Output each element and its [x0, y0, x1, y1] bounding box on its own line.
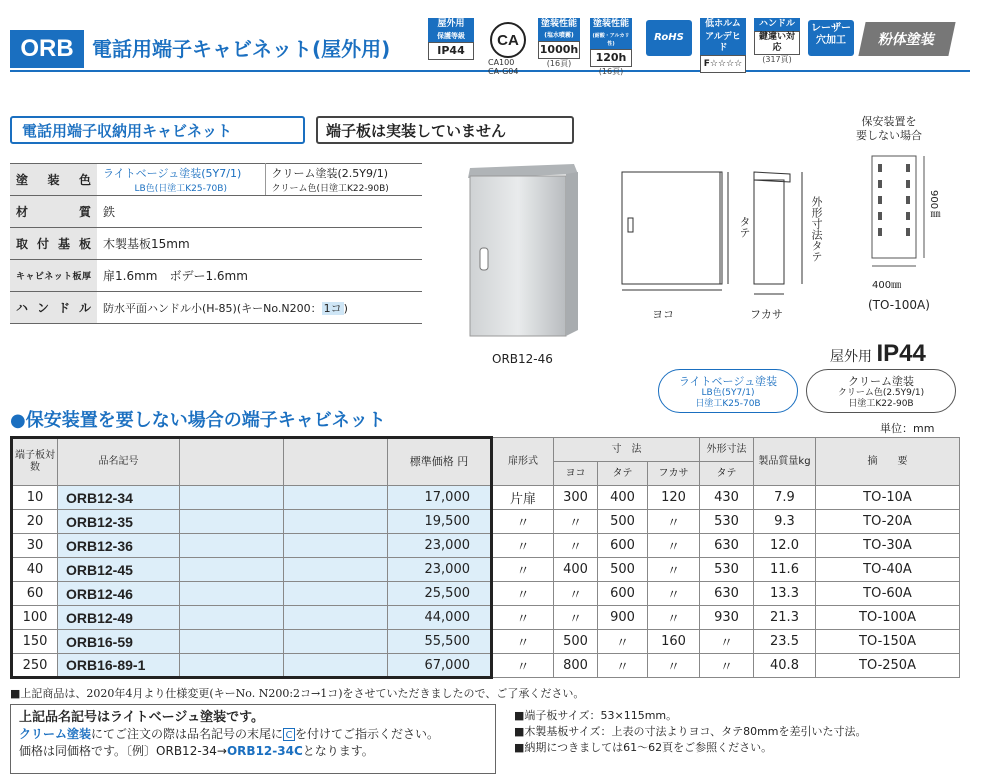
cell-remark: TO-10A [816, 486, 960, 510]
cell-price: 55,500 [388, 630, 492, 654]
th-blank-1 [180, 438, 284, 486]
formaldehyde-badge [700, 18, 746, 73]
th-outer-tate: タテ [700, 462, 754, 486]
dim-yoko: ヨコ [652, 308, 674, 321]
outdoor-badge [428, 18, 474, 60]
cell-blank [284, 654, 388, 678]
cell-weight: 40.8 [754, 654, 816, 678]
spec-row-thickness [10, 260, 422, 292]
handle-badge [754, 18, 800, 65]
board-width: 400㎜ [872, 280, 902, 291]
th-weight: 製品質量kg [754, 438, 816, 486]
table-row [12, 654, 960, 678]
cream-pill-title: クリーム塗装 [848, 375, 914, 388]
th-outer: 外形寸法 [700, 438, 754, 462]
cell-tate: 500 [598, 558, 648, 582]
cell-yoko: 〃 [554, 534, 598, 558]
table-row [12, 606, 960, 630]
cell-price: 19,500 [388, 510, 492, 534]
board-height: 900㎜ [928, 190, 939, 220]
alkali-badge [590, 18, 632, 77]
handle-qty: 1コ [323, 301, 342, 315]
cell-remark: TO-150A [816, 630, 960, 654]
cell-fukasa: 〃 [648, 534, 700, 558]
alkali-note: (16頁) [598, 67, 624, 76]
cell-blank [284, 558, 388, 582]
salt-spray-title: 塗装性能 [538, 18, 580, 31]
outdoor-badge-sub: 保護等級 [428, 31, 474, 42]
spec-table [10, 163, 422, 324]
cell-outer: 〃 [700, 630, 754, 654]
right-note-1: ■端子板サイズ：53×115mm。 [514, 709, 678, 722]
page-title: 電話用端子キャビネット(屋外用) [92, 37, 391, 61]
handle-badge-title: ハンドル [754, 18, 800, 31]
spec-val-base: 木製基板15mm [97, 228, 422, 260]
cell-blank [284, 510, 388, 534]
lb-pill-line1: LB色(5Y7/1) [701, 388, 755, 398]
cell-tate: 500 [598, 510, 648, 534]
cell-yoko: 300 [554, 486, 598, 510]
protect-note [856, 115, 922, 143]
salt-spray-badge [538, 18, 580, 69]
cell-tate: 400 [598, 486, 648, 510]
cell-fukasa: 120 [648, 486, 700, 510]
cell-fukasa: 〃 [648, 510, 700, 534]
cream-color-sub: クリーム色(日塗工K22-90B) [271, 184, 389, 194]
cell-price: 23,000 [388, 534, 492, 558]
cell-weight: 7.9 [754, 486, 816, 510]
cell-model: ORB12-36 [58, 534, 180, 558]
cell-door: 〃 [492, 582, 554, 606]
salt-spray-value: 1000h [538, 41, 580, 59]
cell-pairs: 30 [12, 534, 58, 558]
th-blank-2 [284, 438, 388, 486]
dim-tate: タテ [738, 216, 751, 238]
formaldehyde-sub: アルデヒド [700, 31, 746, 55]
th-model: 品名記号 [58, 438, 180, 486]
table-row [12, 486, 960, 510]
cell-model: ORB12-46 [58, 582, 180, 606]
cell-blank [284, 606, 388, 630]
cell-door: 〃 [492, 510, 554, 534]
cell-remark: TO-250A [816, 654, 960, 678]
cell-weight: 9.3 [754, 510, 816, 534]
order-example: ORB12-34C [226, 744, 303, 758]
cell-weight: 21.3 [754, 606, 816, 630]
cell-door: 〃 [492, 606, 554, 630]
spec-change-note: ■上記商品は、2020年4月より仕様変更(キーNo. N200:2コ→1コ)をさせていただきましたので、ご了承ください。 [10, 687, 585, 700]
spec-row-color [10, 164, 422, 196]
salt-spray-note: (16頁) [546, 59, 572, 68]
cell-yoko: 800 [554, 654, 598, 678]
cell-remark: TO-30A [816, 534, 960, 558]
product-table-body [12, 486, 960, 678]
dim-fukasa: フカサ [750, 308, 783, 321]
cell-model: ORB12-45 [58, 558, 180, 582]
cell-weight: 12.0 [754, 534, 816, 558]
cell-fukasa: 〃 [648, 606, 700, 630]
spec-key-material: 材質 [10, 196, 97, 228]
dimension-drawing [612, 158, 832, 328]
cell-door: 片扉 [492, 486, 554, 510]
order-note-2d: を付けてご指示ください。 [295, 727, 440, 741]
th-terminals: 端子板対数 [12, 438, 58, 486]
cell-remark: TO-20A [816, 510, 960, 534]
cell-price: 67,000 [388, 654, 492, 678]
spec-color-cr [265, 164, 422, 196]
th-tate: タテ [598, 462, 648, 486]
order-note-box [10, 704, 496, 774]
formaldehyde-title: 低ホルム [700, 18, 746, 31]
cell-fukasa: 〃 [648, 582, 700, 606]
handle-badge-value: 鍵違い対応 [754, 31, 800, 55]
cell-yoko: 400 [554, 558, 598, 582]
spec-row-material [10, 196, 422, 228]
series-badge: ORB [10, 30, 84, 68]
spec-val-thickness: 扉1.6mm ボデー1.6mm [97, 260, 422, 292]
cell-blank [180, 630, 284, 654]
cell-pairs: 100 [12, 606, 58, 630]
cell-fukasa: 〃 [648, 558, 700, 582]
spec-key-color: 塗装色 [10, 164, 97, 196]
handle-end: ) [343, 301, 348, 315]
spec-key-base: 取付基板 [10, 228, 97, 260]
right-note-2: ■木製基板サイズ：上表の寸法よりヨコ、タテ80mmを差引いた寸法。 [514, 725, 867, 738]
order-note-2b: にてご注文の際は品名記号の末尾に [91, 727, 284, 741]
cell-outer: 630 [700, 582, 754, 606]
lb-color: ライトベージュ塗装(5Y7/1) [103, 167, 242, 180]
cell-pairs: 20 [12, 510, 58, 534]
cell-weight: 23.5 [754, 630, 816, 654]
th-yoko: ヨコ [554, 462, 598, 486]
cell-remark: TO-100A [816, 606, 960, 630]
laser-badge: レーザー穴加工 [808, 20, 854, 56]
table-row [12, 534, 960, 558]
cell-yoko: 500 [554, 630, 598, 654]
cell-outer: 930 [700, 606, 754, 630]
cell-door: 〃 [492, 654, 554, 678]
cell-blank [180, 606, 284, 630]
lb-pill-line2: 日塗工K25-70B [695, 399, 761, 409]
right-note-3: ■納期につきましては61～62頁をご参照ください。 [514, 741, 773, 754]
spec-val-material: 鉄 [97, 196, 422, 228]
cell-tate: 600 [598, 534, 648, 558]
spec-key-thickness: キャビネット板厚 [10, 260, 97, 292]
cell-fukasa: 〃 [648, 654, 700, 678]
order-note-line2 [19, 726, 487, 743]
lb-color-sub: LB色(日塗工K25-70B) [134, 184, 227, 194]
powder-coating-badge: 粉体塗装 [858, 22, 955, 56]
cell-price: 44,000 [388, 606, 492, 630]
formaldehyde-value: F☆☆☆☆ [700, 55, 746, 73]
cream-color-pill [806, 369, 956, 413]
cell-blank [284, 630, 388, 654]
unit-label: 単位：mm [880, 422, 935, 435]
cell-blank [284, 582, 388, 606]
cell-outer: 630 [700, 534, 754, 558]
cell-door: 〃 [492, 630, 554, 654]
order-note-title: 上記品名記号はライトベージュ塗装です。 [19, 710, 265, 725]
table-row [12, 582, 960, 606]
cell-pairs: 60 [12, 582, 58, 606]
cell-model: ORB12-49 [58, 606, 180, 630]
cabinet-section-title: 電話用端子収納用キャビネット [10, 116, 305, 144]
cell-weight: 11.6 [754, 558, 816, 582]
cell-model: ORB12-34 [58, 486, 180, 510]
cell-pairs: 150 [12, 630, 58, 654]
cell-door: 〃 [492, 558, 554, 582]
lb-pill-title: ライトベージュ塗装 [678, 375, 778, 388]
cell-yoko: 〃 [554, 582, 598, 606]
order-note-line3 [19, 743, 487, 760]
cell-blank [180, 654, 284, 678]
cell-door: 〃 [492, 534, 554, 558]
spec-color-lb [97, 164, 265, 196]
ip44-label [830, 340, 926, 368]
cell-outer: 430 [700, 486, 754, 510]
spec-row-handle [10, 292, 422, 324]
cell-tate: 900 [598, 606, 648, 630]
cell-remark: TO-40A [816, 558, 960, 582]
ca-note-1: CA100 [488, 58, 515, 67]
table-header-row [12, 438, 960, 462]
cream-pill-line1: クリーム色(2.5Y9/1) [837, 388, 925, 398]
cell-price: 17,000 [388, 486, 492, 510]
cell-blank [180, 534, 284, 558]
ca-notes [488, 58, 518, 76]
th-door: 扉形式 [492, 438, 554, 486]
cream-pill-line2: 日塗工K22-90B [848, 399, 914, 409]
cell-model: ORB12-35 [58, 510, 180, 534]
cell-tate: 〃 [598, 630, 648, 654]
ip44-value: IP44 [876, 340, 926, 367]
spec-row-base [10, 228, 422, 260]
outdoor-badge-value: IP44 [428, 42, 474, 60]
cell-blank [180, 582, 284, 606]
cream-order: クリーム塗装 [19, 727, 92, 741]
ca-mark: CA [490, 22, 526, 58]
outdoor-badge-title: 屋外用 [428, 18, 474, 31]
alkali-value: 120h [590, 49, 632, 67]
cell-tate: 600 [598, 582, 648, 606]
protect-note-2: 要しない場合 [856, 129, 922, 142]
product-table [10, 436, 960, 679]
cell-blank [180, 558, 284, 582]
cell-tate: 〃 [598, 654, 648, 678]
cabinet-photo [462, 158, 582, 344]
order-note-3a: 価格は同価格です。〔例〕ORB12-34→ [19, 744, 227, 758]
order-note-3c: となります。 [302, 744, 374, 758]
spec-val-handle [97, 292, 422, 324]
photo-caption: ORB12-46 [492, 352, 553, 366]
cell-pairs: 250 [12, 654, 58, 678]
notice-box: 端子板は実装していません [316, 116, 574, 144]
cell-outer: 530 [700, 510, 754, 534]
spec-key-handle: ハンドル [10, 292, 97, 324]
th-remarks: 摘 要 [816, 438, 960, 486]
handle-badge-note: (317頁) [762, 55, 792, 64]
alkali-sub: (耐酸・アルカリ性) [590, 31, 632, 49]
cell-fukasa: 160 [648, 630, 700, 654]
c-suffix-mark: C [283, 728, 295, 741]
cell-price: 25,500 [388, 582, 492, 606]
cell-pairs: 10 [12, 486, 58, 510]
ip44-text: 屋外用 [830, 349, 872, 365]
protect-note-1: 保安装置を [861, 115, 917, 128]
rohs-badge: RoHS [646, 20, 692, 56]
th-price: 標準価格 円 [388, 438, 492, 486]
cell-blank [180, 486, 284, 510]
salt-spray-sub: (塩水噴霧) [538, 31, 580, 41]
cell-weight: 13.3 [754, 582, 816, 606]
table-row [12, 630, 960, 654]
table-row [12, 558, 960, 582]
cell-yoko: 〃 [554, 510, 598, 534]
handle-text: 防水平面ハンドル小(H-85)(キーNo.N200： [103, 301, 322, 315]
cell-blank [180, 510, 284, 534]
lb-color-pill [658, 369, 798, 413]
cream-color: クリーム塗装(2.5Y9/1) [271, 167, 388, 180]
cell-pairs: 40 [12, 558, 58, 582]
dim-outer-tate: 外形寸法タテ [810, 196, 823, 262]
board-caption: (TO-100A) [868, 298, 930, 312]
cell-blank [284, 486, 388, 510]
cell-yoko: 〃 [554, 606, 598, 630]
ca-note-2: CA-G04 [488, 67, 519, 76]
th-dims: 寸 法 [554, 438, 700, 462]
alkali-title: 塗装性能 [590, 18, 632, 31]
cell-price: 23,000 [388, 558, 492, 582]
right-notes [514, 708, 867, 756]
th-fukasa: フカサ [648, 462, 700, 486]
cell-model: ORB16-59 [58, 630, 180, 654]
cell-model: ORB16-89-1 [58, 654, 180, 678]
cell-outer: 530 [700, 558, 754, 582]
table-row [12, 510, 960, 534]
cell-outer: 〃 [700, 654, 754, 678]
cell-blank [284, 534, 388, 558]
cell-remark: TO-60A [816, 582, 960, 606]
terminal-board-drawing [864, 152, 930, 274]
main-section-title: ●保安装置を要しない場合の端子キャビネット [10, 410, 386, 431]
